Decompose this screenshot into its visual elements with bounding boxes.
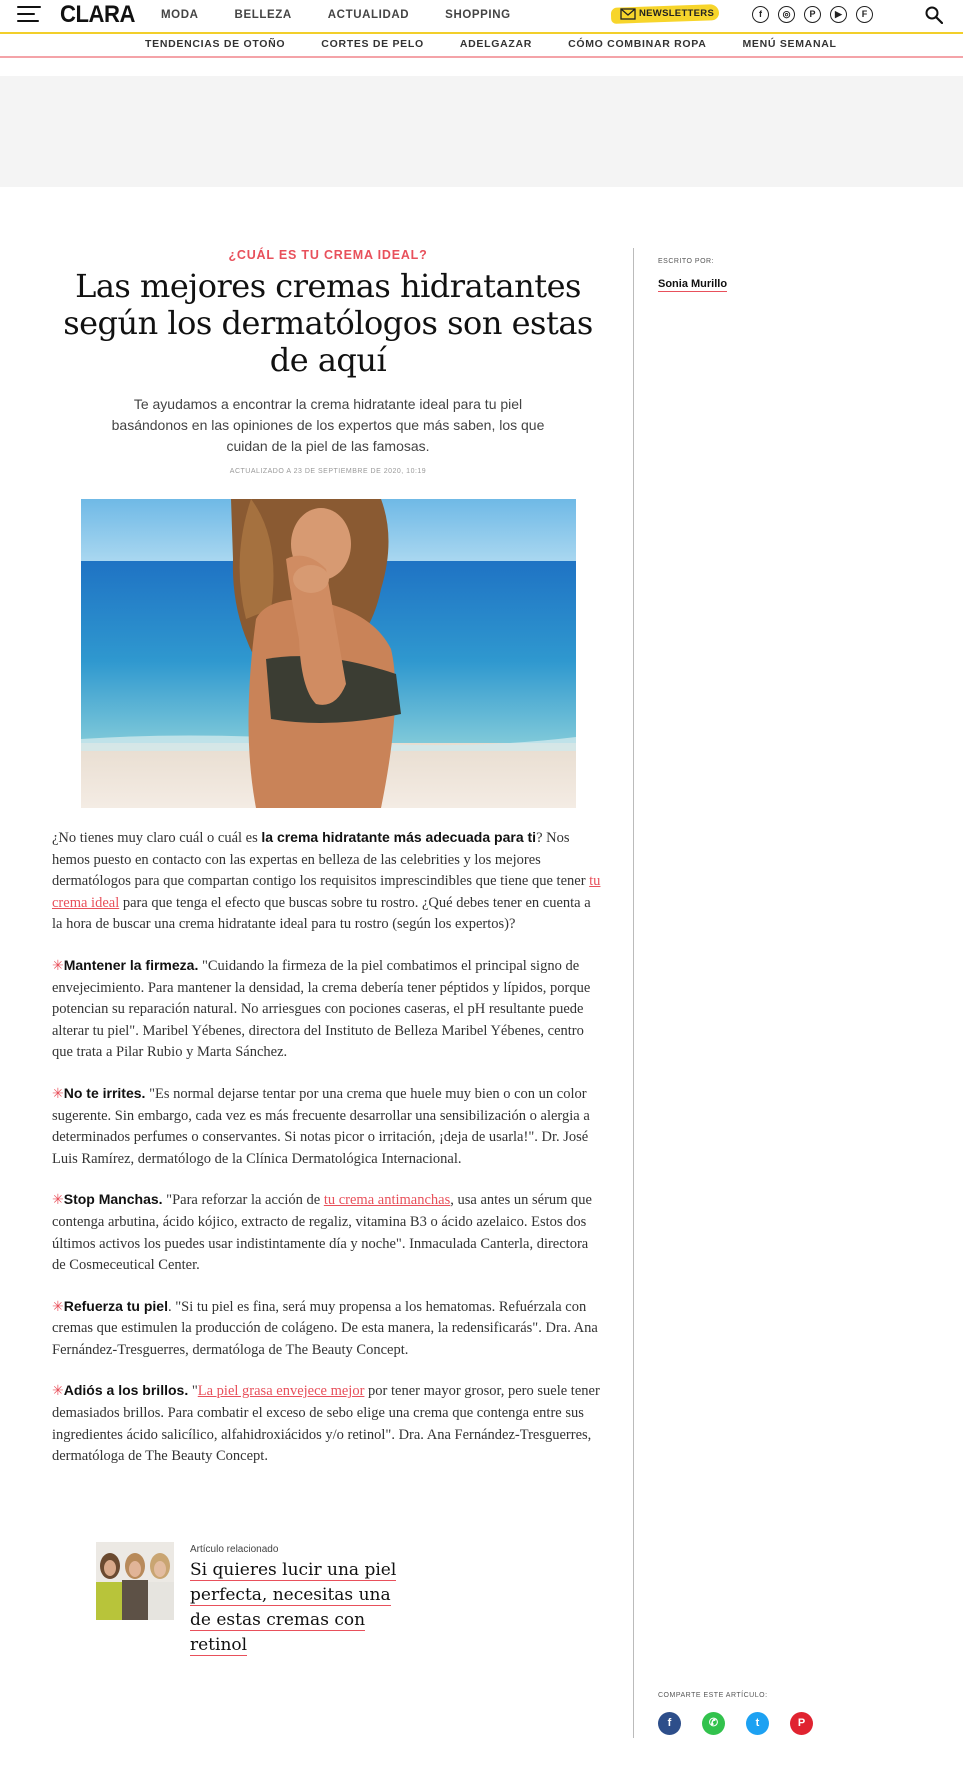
written-by-label: ESCRITO POR:: [658, 258, 715, 265]
main-nav: [161, 9, 547, 21]
tip-title: Refuerza tu piel: [63, 1297, 168, 1314]
tip-text: ": [188, 1383, 198, 1400]
social-links: [752, 6, 873, 23]
top-bar: [0, 0, 963, 34]
tip-paragraph: [52, 1296, 604, 1362]
related-article-label: Artículo relacionado: [190, 1544, 279, 1555]
pinterest-icon[interactable]: P: [804, 6, 821, 23]
subnav-item-menu[interactable]: MENÚ SEMANAL: [742, 38, 837, 50]
tip-title: Mantener la firmeza.: [63, 956, 199, 973]
asterisk-icon: ✳: [52, 1383, 64, 1400]
flipboard-icon[interactable]: F: [856, 6, 873, 23]
tip-title: No te irrites.: [63, 1084, 146, 1101]
link-tu-crema-ideal[interactable]: tu crema ideal: [52, 873, 601, 911]
asterisk-icon: ✳: [52, 1298, 64, 1315]
asterisk-icon: ✳: [52, 957, 64, 974]
intro-text: ¿No tienes muy claro cuál o cuál es: [52, 830, 262, 846]
tip-text: , usa antes un sérum que contenga arbutina, ácido kójico, extracto de regaliz, vitamina B3 o ácido azelaico. Estos dos últimos activos los puedes usar indistintamente día y noche". Inmaculada Canterla, directora de Cosmeceutical Center.: [52, 1192, 592, 1274]
tip-text: "Para reforzar la acción de: [162, 1192, 324, 1209]
intro-text: ? Nos hemos puesto en contacto con las expertas en belleza de las celebrities y los mejores dermatólogos para que compartan contigo los requisitos imprescindibles que tiene que tener: [52, 830, 590, 890]
share-twitter-button[interactable]: t: [746, 1712, 769, 1735]
asterisk-icon: ✳: [52, 1085, 64, 1102]
beach-photo: [81, 499, 576, 808]
tip-text: "Cuidando la firmeza de la piel combatimos el principal signo de envejecimiento. Para mantener la densidad, la crema debería tener péptidos y lípidos, porque potencian su reparación natural. No arriesgues con pociones caseras, el pH resultante puede alterar tu piel". Maribel Yébenes, directora del Instituto de Belleza Maribel Yébenes, centro que trata a Pilar Rubio y Marta Sánchez.: [52, 957, 591, 1061]
tip-title: Stop Manchas.: [63, 1191, 163, 1208]
tip-text: por tener mayor grosor, pero suele tener demasiados brillos. Para combatir el exceso de sebo elige una crema que contenga entre sus ingredientes ácido salicílico, alfahidroxiácidos y/o retinol". Dra. Ana Fernández-Tresguerres, dermatóloga de The Beauty Concept.: [52, 1383, 600, 1465]
asterisk-icon: ✳: [52, 1192, 64, 1209]
subnav-item-tendencias[interactable]: TENDENCIAS DE OTOÑO: [145, 38, 286, 50]
newsletters-label: NEWSLETTERS: [639, 8, 715, 19]
author-link[interactable]: Sonia Murillo: [658, 278, 728, 290]
link-piel-grasa[interactable]: La piel grasa envejece mejor: [197, 1383, 365, 1400]
related-photo: [96, 1542, 174, 1620]
intro-bold: la crema hidratante más adecuada para ti: [261, 829, 537, 845]
related-article-title-text[interactable]: Si quieres lucir una piel perfecta, necesitas una de estas cremas con retinol: [190, 1560, 397, 1655]
intro-paragraph: [52, 827, 604, 936]
article-dek: Te ayudamos a encontrar la crema hidratante ideal para tu piel basándonos en las opiniones de los expertos que más saben, los que cuidan de la piel de las famosas.: [111, 396, 545, 454]
tip-title: Adiós a los brillos.: [63, 1382, 189, 1399]
menu-icon[interactable]: [17, 6, 41, 24]
updated-timestamp: ACTUALIZADO A 23 DE SEPTIEMBRE DE 2020, 10:19: [229, 468, 427, 475]
subnav-item-combinar[interactable]: CÓMO COMBINAR ROPA: [568, 38, 707, 50]
nav-item-moda[interactable]: MODA: [161, 9, 199, 21]
ad-banner: [0, 76, 963, 187]
tip-text: "Es normal dejarse tentar por una crema que huele muy bien o con un color sugerente. Sin embargo, cada vez es más frecuente desarrollar una sensibilización o alergia a determinados perfumes o conservantes. Si notas picor o irritación, ¡deja de usarla!". Dr. José Luis Ramírez, dermatólogo de la Clínica Dermatológica Internacional.: [52, 1085, 590, 1167]
link-crema-antimanchas[interactable]: tu crema antimanchas: [323, 1192, 451, 1209]
share-buttons: [658, 1712, 813, 1735]
intro-text: para que tenga el efecto que buscas sobre tu rostro. ¿Qué debes tener en cuenta a la hora de buscar una crema hidratante ideal para tu rostro (según los expertos)?: [52, 894, 591, 933]
article-body: [52, 827, 604, 1487]
column-divider: [633, 248, 634, 1738]
tip-paragraph: [52, 955, 604, 1064]
nav-item-actualidad[interactable]: ACTUALIDAD: [327, 9, 410, 21]
subnav-item-adelgazar[interactable]: ADELGAZAR: [459, 38, 533, 50]
nav-item-belleza[interactable]: BELLEZA: [234, 9, 292, 21]
related-article-thumbnail[interactable]: [96, 1542, 174, 1620]
subnav-item-cortes[interactable]: CORTES DE PELO: [321, 38, 424, 50]
hero-image: [81, 499, 576, 808]
site-logo[interactable]: CLARA: [60, 1, 135, 28]
related-article[interactable]: [96, 1542, 426, 1655]
tip-text: . "Si tu piel es fina, será muy propensa a los hematomas. Refuérzala con cremas que estimulen la producción de colágeno. De esta manera, la redensificarás". Dra. Ana Fernández-Tresguerres, dermatóloga de The Beauty Concept.: [52, 1298, 598, 1358]
instagram-icon[interactable]: ◎: [778, 6, 795, 23]
envelope-icon: [620, 8, 636, 20]
facebook-icon[interactable]: f: [752, 6, 769, 23]
article-kicker: ¿CUÁL ES TU CREMA IDEAL?: [228, 248, 428, 262]
secondary-nav: [0, 34, 963, 58]
tip-paragraph: [52, 1189, 604, 1276]
related-article-title[interactable]: [190, 1558, 410, 1658]
tip-paragraph: [52, 1083, 604, 1170]
newsletters-button[interactable]: [611, 4, 721, 24]
search-icon[interactable]: [925, 6, 943, 24]
share-pinterest-button[interactable]: P: [790, 1712, 813, 1735]
share-whatsapp-button[interactable]: ✆: [702, 1712, 725, 1735]
tip-paragraph: [52, 1380, 604, 1467]
nav-item-shopping[interactable]: SHOPPING: [445, 9, 511, 21]
article-headline: Las mejores cremas hidratantes según los dermatólogos son estas de aquí: [63, 267, 593, 379]
youtube-icon[interactable]: ▶: [830, 6, 847, 23]
share-label: COMPARTE ESTE ARTÍCULO:: [658, 1692, 768, 1699]
share-facebook-button[interactable]: f: [658, 1712, 681, 1735]
